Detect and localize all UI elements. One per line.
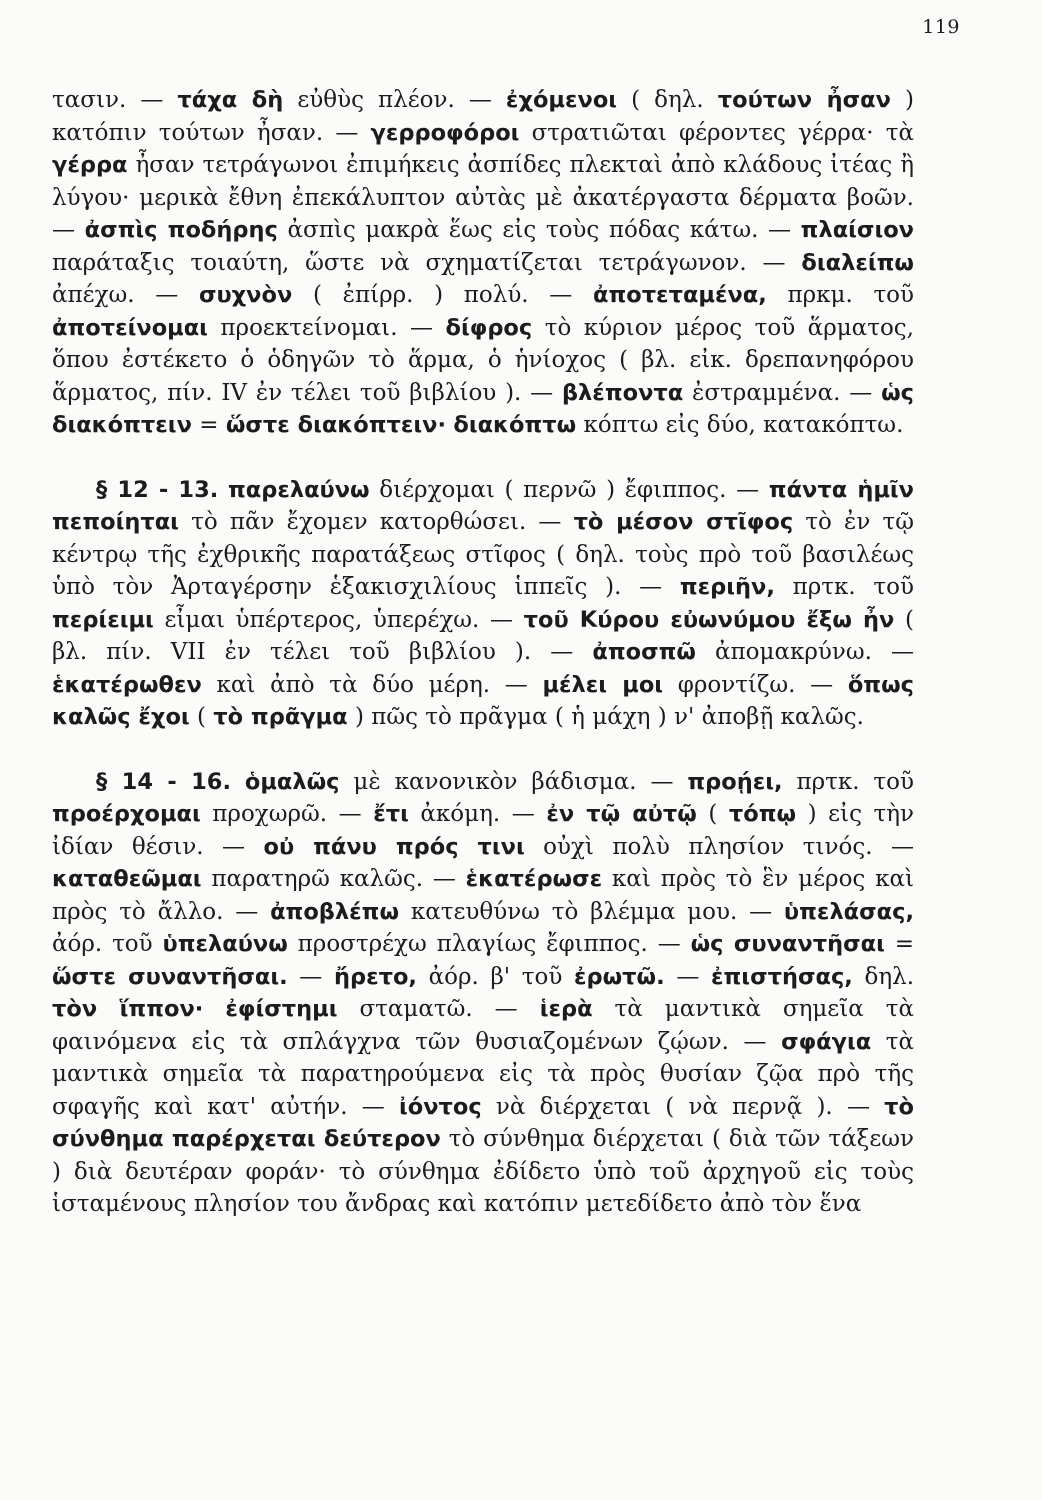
headword: ἤρετο,	[333, 963, 417, 990]
gloss-text: εὐθὺς πλέον. —	[283, 87, 506, 113]
headword: ὁμαλῶς	[244, 768, 340, 795]
gloss-text: ) κατόπιν τούτων ἦσαν. —	[52, 87, 914, 146]
gloss-text: ἐστραμμένα. —	[683, 379, 882, 406]
gloss-text: (	[189, 704, 214, 730]
headword: ἀσπὶς ποδήρης	[84, 217, 278, 243]
gloss-text: δηλ.	[852, 963, 915, 990]
page-text	[52, 84, 914, 1221]
gloss-text: ( ἐπίρρ. ) πολύ. —	[292, 282, 593, 308]
headword: διαλείπω	[801, 249, 914, 276]
headword: τοῦ Κύρου εὐωνύμου ἔξω ἦν	[523, 606, 895, 633]
headword: ὑπελαύνω	[162, 931, 288, 957]
headword: ἰόντος	[398, 1093, 482, 1120]
headword: τούτων ἦσαν	[717, 87, 891, 113]
gloss-text: ( βλ. πίν. VII ἐν τέλει τοῦ βιβλίου ). —	[52, 606, 914, 665]
headword: ὑπελάσας,	[783, 898, 914, 925]
gloss-text: τὸ σύνθημα διέρχεται ( διὰ τῶν τάξεων ) διὰ δευτέραν φοράν· τὸ σύνθημα ἐδίδετο ὑπὸ τοῦ ἀρχηγοῦ εἰς τοὺς ἱσταμένους πλησίον του ἄνδρας καὶ κατόπιν μετεδίδετο ἀπὸ τὸν ἕνα	[52, 1126, 915, 1217]
headword: περίειμι	[52, 606, 154, 633]
headword: ἀποτείνομαι	[52, 314, 208, 341]
paragraph-2	[52, 474, 914, 734]
headword: ἐφίστημι	[225, 996, 338, 1022]
gloss-text	[231, 769, 245, 795]
gloss-text: ἀόρ. β' τοῦ	[416, 963, 574, 990]
headword: γέρρα	[52, 152, 128, 178]
headword: ὡς συναντῆσαι	[690, 931, 885, 957]
gloss-text: ἀπομακρύνω. —	[695, 639, 914, 665]
paragraph-3	[52, 766, 914, 1221]
headword: ἀποτεταμένα,	[592, 282, 767, 308]
headword: διακόπτω	[453, 412, 577, 438]
headword: πλαίσιον	[800, 217, 915, 243]
headword: τόπῳ	[728, 801, 797, 827]
gloss-text: διέρχομαι ( περνῶ ) ἔφιππος. —	[369, 476, 769, 503]
gloss-text: προστρέχω πλαγίως ἔφιππος. —	[287, 931, 691, 957]
gloss-text: παρατηρῶ καλῶς. —	[201, 866, 466, 892]
headword: γερροφόροι	[370, 119, 520, 146]
headword: τὸν ἵππον·	[52, 996, 204, 1022]
gloss-text: πρκμ. τοῦ	[766, 282, 914, 308]
headword: συχνὸν	[198, 282, 293, 308]
gloss-text: προεκτείνομαι. —	[207, 314, 446, 341]
headword: ἑκατέρωθεν	[52, 671, 202, 698]
gloss-text: =	[191, 412, 226, 438]
headword: δίφρος	[445, 314, 533, 341]
headword: ἐπιστήσας,	[710, 963, 853, 990]
headword: ἀποβλέπω	[270, 898, 400, 925]
gloss-text: τὰ μαντικὰ σημεῖα τὰ παρατηρούμενα εἰς τὰ πρὸς θυσίαν ζῷα πρὸ τῆς σφαγῆς καὶ κατ' αὐτήν. —	[52, 1028, 914, 1120]
gloss-text: =	[884, 931, 914, 957]
gloss-text: τὸ ἐν τῷ κέντρῳ τῆς ἐχθρικῆς παρατάξεως στῖφος ( δηλ. τοὺς πρὸ τοῦ βασιλέως ὑπὸ τὸν Ἀρταγέρσην ἑξακισχιλίους ἱππεῖς ). —	[52, 509, 914, 600]
gloss-text: —	[664, 963, 711, 990]
headword: τὸ πρᾶγμα	[213, 704, 348, 730]
headword: ἱερὰ	[539, 996, 593, 1022]
gloss-text: σταματῶ. —	[337, 996, 540, 1022]
headword: καταθεῶμαι	[52, 866, 202, 892]
gloss-text: τὰ μαντικὰ σημεῖα τὰ φαινόμενα εἰς τὰ σπλάγχνα τῶν θυσιαζομένων ζῴων. —	[52, 996, 915, 1055]
headword: παρελαύνω	[227, 476, 370, 503]
headword: ὅπως καλῶς ἔχοι	[52, 671, 914, 730]
headword: τάχα δὴ	[177, 87, 284, 113]
headword: ἐν τῷ αὐτῷ	[546, 801, 697, 827]
gloss-text: στρατιῶται φέροντες γέρρα· τὰ	[519, 119, 914, 146]
headword: μέλει μοι	[542, 671, 664, 698]
headword: ἑκατέρωσε	[465, 866, 603, 892]
headword: οὐ πάνυ πρός τινι	[263, 833, 525, 860]
gloss-text: ) εἰς τὴν ἰδίαν θέσιν. —	[52, 801, 914, 860]
headword: τὸ μέσον στῖφος	[573, 509, 794, 535]
gloss-text: ἀκόμη. —	[408, 801, 547, 827]
gloss-text: (	[696, 801, 729, 827]
gloss-text: τὸ πᾶν ἔχομεν κατορθώσει. —	[178, 509, 574, 535]
gloss-text: ( δηλ.	[617, 87, 718, 113]
headword: ἀποσπῶ	[592, 639, 696, 665]
page-number: 119	[922, 16, 960, 38]
gloss-text: μὲ κανονικὸν βάδισμα. —	[339, 768, 688, 795]
gloss-text: ἦσαν τετράγωνοι ἐπιμήκεις ἀσπίδες πλεκταὶ ἀπὸ κλάδους ἰτέας ἢ λύγου· μερικὰ ἔθνη ἐπεκάλυπτον αὐτὰς μὲ ἀκατέργαστα δέρματα βοῶν. —	[52, 152, 914, 243]
headword: ὥστε διακόπτειν·	[225, 412, 447, 438]
headword: προέρχομαι	[52, 801, 201, 827]
headword: ὥστε συναντῆσαι.	[52, 963, 288, 990]
headword: βλέποντα	[561, 379, 684, 406]
gloss-text: οὐχὶ πολὺ πλησίον τινός. —	[524, 833, 914, 860]
gloss-text: παράταξις τοιαύτη, ὥστε νὰ σχηματίζεται τετράγωνον. —	[52, 249, 802, 276]
gloss-text: πρτκ. τοῦ	[782, 768, 914, 795]
headword: ἐρωτῶ.	[574, 963, 665, 990]
headword: πάντα ἡμῖν πεποίηται	[52, 476, 915, 535]
gloss-text: τασιν. —	[52, 87, 178, 113]
gloss-text: ἀόρ. τοῦ	[52, 931, 163, 957]
headword: τὸ σύνθημα παρέρχεται δεύτερον	[52, 1093, 914, 1152]
gloss-text: —	[287, 963, 334, 990]
headword: ἔτι	[373, 801, 409, 827]
gloss-text: καὶ πρὸς τὸ ἓν μέρος καὶ πρὸς τὸ ἄλλο. —	[52, 866, 914, 925]
gloss-text	[203, 996, 225, 1022]
gloss-text: φροντίζω. —	[663, 671, 848, 698]
gloss-text	[218, 477, 228, 503]
gloss-text: εἶμαι ὑπέρτερος, ὑπερέχω. —	[153, 606, 524, 633]
gloss-text: ἀσπὶς μακρὰ ἕως εἰς τοὺς πόδας κάτω. —	[277, 217, 801, 243]
gloss-text: κόπτω εἰς δύο, κατακόπτω.	[576, 412, 904, 438]
headword: σφάγια	[781, 1028, 872, 1055]
headword: προῄει,	[687, 768, 783, 795]
gloss-text: τὸ κύριον μέρος τοῦ ἅρματος, ὅπου ἐστέκετο ὁ ὁδηγῶν τὸ ἅρμα, ὁ ἡνίοχος ( βλ. εἰκ. δρεπανηφόρου ἅρματος, πίν. IV ἐν τέλει τοῦ βιβλίου ). —	[52, 314, 914, 406]
headword: περιῆν,	[679, 574, 775, 600]
headword: ἐχόμενοι	[505, 87, 618, 113]
gloss-text: πρτκ. τοῦ	[774, 574, 914, 600]
gloss-text: προχωρῶ. —	[200, 801, 374, 827]
section-number: § 14 - 16.	[96, 768, 231, 795]
gloss-text: καὶ ἀπὸ τὰ δύο μέρη. —	[201, 671, 543, 698]
paragraph-1	[52, 84, 914, 442]
gloss-text: κατευθύνω τὸ βλέμμα μου. —	[399, 898, 784, 925]
gloss-text: ) πῶς τὸ πρᾶγμα ( ἡ μάχη ) ν' ἀποβῇ καλῶς.	[347, 704, 864, 730]
gloss-text: ἀπέχω. —	[52, 282, 199, 308]
section-number: § 12 - 13.	[96, 476, 219, 503]
gloss-text: νὰ διέρχεται ( νὰ περνᾷ ). —	[481, 1093, 885, 1120]
headword: ὡς διακόπτειν	[52, 379, 914, 438]
